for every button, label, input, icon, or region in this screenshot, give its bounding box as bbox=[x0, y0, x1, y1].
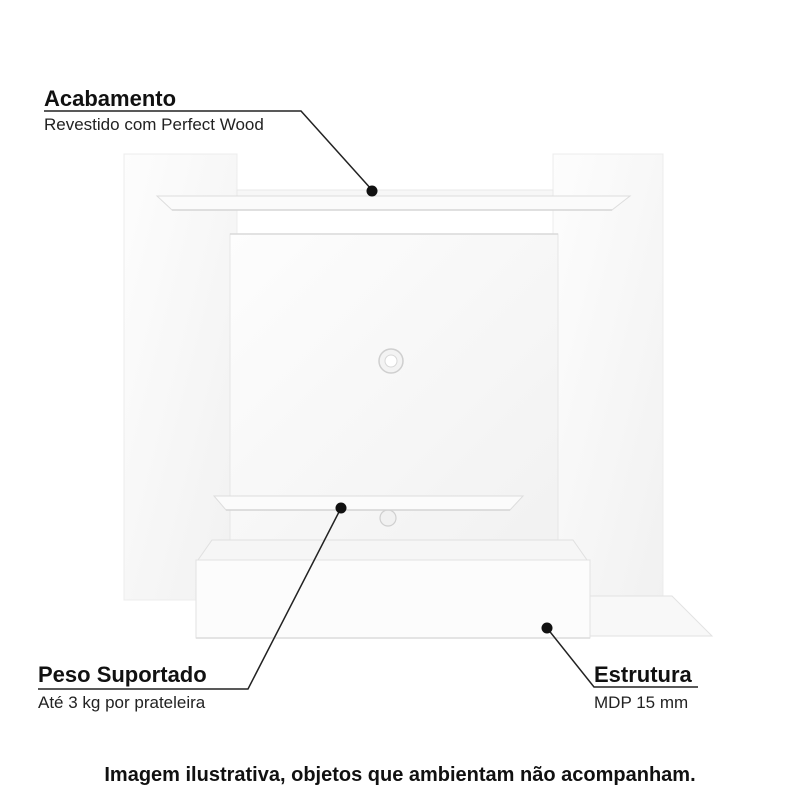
callout-peso-suportado bbox=[38, 662, 207, 714]
right-base-extension bbox=[590, 596, 712, 636]
middle-shelf bbox=[214, 496, 523, 510]
tv-mount-hole-lower-icon bbox=[380, 510, 396, 526]
callout-estrutura bbox=[594, 662, 692, 714]
top-shelf bbox=[157, 196, 630, 210]
leader-dot-icon bbox=[336, 503, 347, 514]
callout-title: Peso Suportado bbox=[38, 662, 207, 687]
callout-detail: Revestido com Perfect Wood bbox=[44, 115, 264, 134]
tv-mount-hole-icon bbox=[379, 349, 403, 373]
callout-detail: MDP 15 mm bbox=[594, 693, 689, 712]
leader-dot-icon bbox=[542, 623, 553, 634]
rack-top bbox=[198, 540, 587, 560]
disclaimer-text: Imagem ilustrativa, objetos que ambientam não acompanham. bbox=[104, 764, 696, 786]
callout-detail: Até 3 kg por prateleira bbox=[38, 693, 206, 712]
callout-title: Estrutura bbox=[594, 662, 692, 687]
right-side-panel bbox=[553, 154, 663, 600]
callout-title: Acabamento bbox=[44, 86, 177, 111]
left-side-panel bbox=[124, 154, 237, 600]
callout-acabamento bbox=[44, 86, 264, 136]
rack-front bbox=[196, 560, 590, 638]
leader-dot-icon bbox=[367, 186, 378, 197]
